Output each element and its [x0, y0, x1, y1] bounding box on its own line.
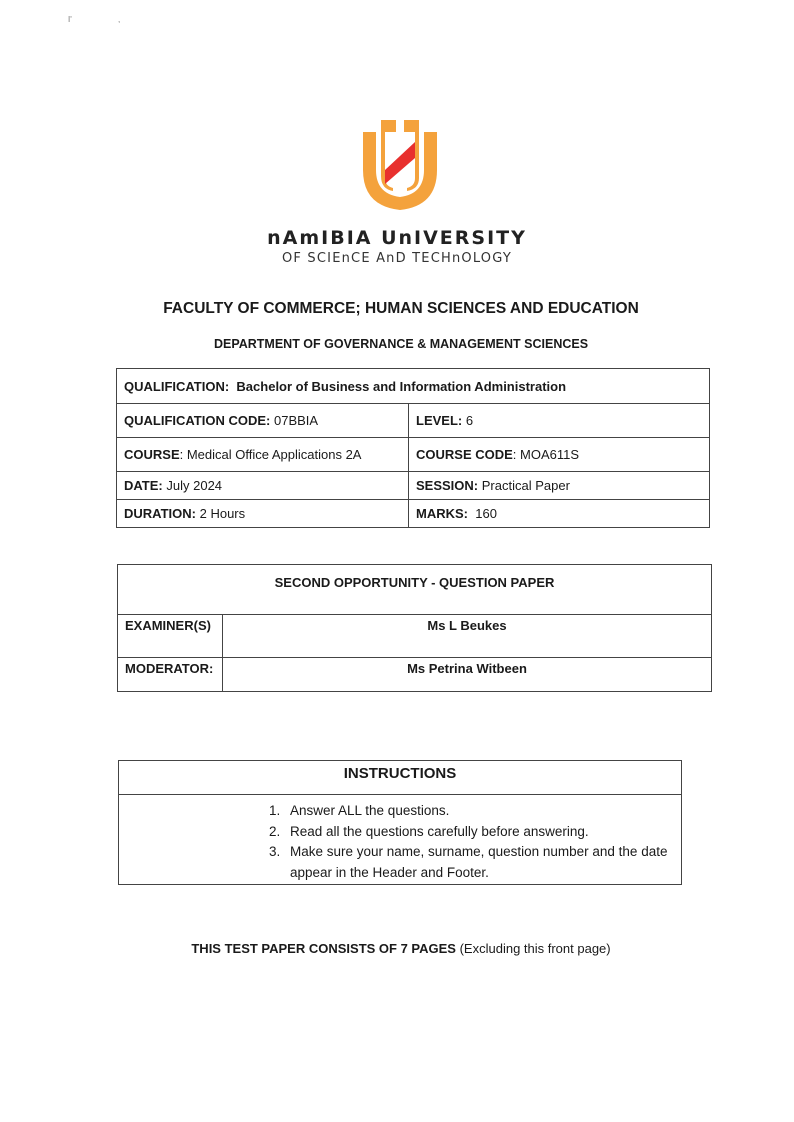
qualification-table	[116, 368, 710, 528]
examiner-label: EXAMINER(S)	[118, 615, 223, 658]
duration-cell: DURATION: 2 Hours	[117, 500, 409, 528]
moderator-label: MODERATOR:	[118, 658, 223, 692]
university-logo	[355, 118, 445, 213]
page-count-note: THIS TEST PAPER CONSISTS OF 7 PAGES (Excluding this front page)	[191, 941, 611, 956]
instruction-item: 2. Read all the questions carefully before answering.	[284, 822, 681, 843]
scan-mark: I'	[68, 15, 72, 24]
date-cell: DATE: July 2024	[117, 472, 409, 500]
course-cell: COURSE: Medical Office Applications 2A	[117, 438, 409, 472]
university-subtitle: OF SCIEnCE AnD TECHnOLOGY	[281, 251, 512, 266]
university-name: nAmIBIA UnIVERSITY	[267, 227, 527, 249]
qualification-cell: QUALIFICATION: Bachelor of Business and Information Administration	[117, 369, 710, 404]
instruction-item: 1. Answer ALL the questions.	[284, 801, 681, 822]
paper-title: SECOND OPPORTUNITY - QUESTION PAPER	[118, 565, 712, 615]
faculty-title: FACULTY OF COMMERCE; HUMAN SCIENCES AND EDUCATION	[163, 300, 639, 317]
moderator-name: Ms Petrina Witbeen	[223, 658, 712, 692]
marks-cell: MARKS: 160	[409, 500, 710, 528]
paper-table	[117, 564, 712, 692]
instructions-heading: INSTRUCTIONS	[119, 761, 681, 795]
instructions-list	[119, 801, 681, 883]
scan-mark: ,	[118, 15, 121, 24]
qualification-code-cell: QUALIFICATION CODE: 07BBIA	[117, 404, 409, 438]
instruction-item: 3. Make sure your name, surname, question number and the date appear in the Header and Footer.	[284, 842, 681, 883]
session-cell: SESSION: Practical Paper	[409, 472, 710, 500]
department-title: DEPARTMENT OF GOVERNANCE & MANAGEMENT SCIENCES	[213, 337, 589, 351]
instructions-box	[118, 760, 682, 885]
course-code-cell: COURSE CODE: MOA611S	[409, 438, 710, 472]
level-cell: LEVEL: 6	[409, 404, 710, 438]
examiner-name: Ms L Beukes	[223, 615, 712, 658]
